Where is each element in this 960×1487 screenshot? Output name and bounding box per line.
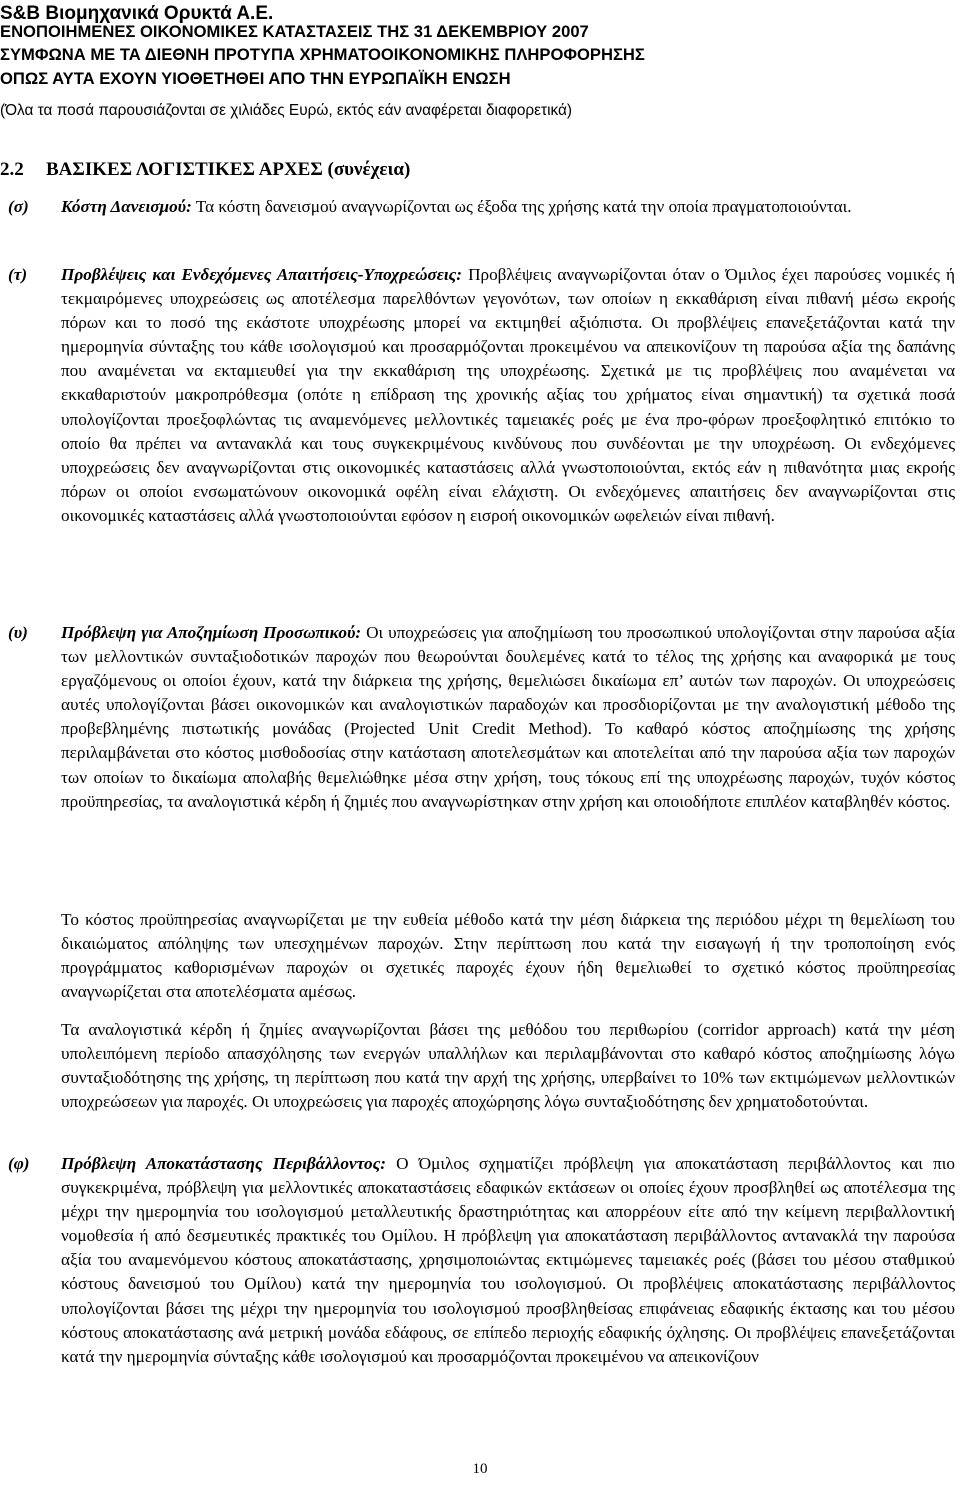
eu-adoption-line: ΟΠΩΣ ΑΥΤΑ ΕΧΟΥΝ ΥΙΟΘΕΤΗΘΕΙ ΑΠΟ ΤΗΝ ΕΥΡΩΠΑΪΚΗ ΕΝΩΣΗ [0, 69, 511, 88]
item-borrowing-costs [61, 195, 955, 219]
section-heading [0, 158, 410, 182]
item-text-t: Προβλέψεις αναγνωρίζονται όταν ο Όμιλος έχει παρούσες νομικές ή τεκμαιρόμενες υποχρεώσεις ως αποτέλεσμα παρελθόντων γεγονότων, των οποίων η εκκαθάριση είναι πιθανή μέσω εκροής πόρων και το ποσό της εκάστοτε υποχρέωσης μπορεί να εκτιμηθεί αξιόπιστα. Οι προβλέψεις επανεξετάζονται κατά την ημερομηνία σύνταξης του κάθε ισολογισμού και προσαρμόζονται προκειμένου να απεικονίζουν τη παρούσα αξία της δαπάνης που αναμένεται να εκταμιευθεί για την εκκαθάριση της υποχρέωσης. Σχετικά με τις προβλέψεις που αναμένεται να εκκαθαριστούν μακροπρόθεσμα (οπότε η επίδραση της χρονικής αξίας του χρήματος είναι σημαντική) τα σχετικά ποσά υπολογίζονται προεξοφλώντας τις αναμενόμενες μελλοντικές ταμειακές ροές με ένα προ-φόρων προεξοφλητικό επιτόκιο το οποίο θα πρέπει να αντανακλά και τους συγκεκριμένους κινδύνους που συνδέονται με την υποχρέωση. Οι ενδεχόμενες υποχρεώσεις δεν αναγνωρίζονται στις οικονομικές καταστάσεις αλλά γνωστοποιούνται, εκτός εάν η πιθανότητα μιας εκροής πόρων οι οποίοι ενσωματώνουν οικονομικά οφέλη είναι ελάχιστη. Οι ενδεχόμενες απαιτήσεις δεν αναγνωρίζονται στις οικονομικές καταστάσεις αλλά γνωστοποιούνται εφόσον η εισροή οικονομικών ωφελειών είναι πιθανή. [61, 265, 955, 525]
item-text-y: Οι υποχρεώσεις για αποζημίωση του προσωπικού υπολογίζονται στην παρούσα αξία των μελλοντικών συνταξιοδοτικών παροχών που θεωρούνται δουλεμένες κατά το τέλος της χρήσης και αναφορικά με τους εργαζόμενους οι οποίοι έχουν, κατά την διάρκεια της χρήσης, θεμελιώσει δικαίωμα επ’ αυτών των παροχών. Οι υποχρεώσεις αυτές υπολογίζονται βάσει οικονομικών και αναλογιστικών παραδοχών και προσδιορίζονται με την αναλογιστική μέθοδο της προβεβλημένης πιστωτικής μονάδας (Projected Unit Credit Method). Το καθαρό κόστος αποζημίωσης της χρήσης περιλαμβάνεται στο κόστος μισθοδοσίας στην κατάσταση αποτελεσμάτων και αποτελείται από την παρούσα αξία των παροχών των οποίων το δικαίωμα απολαβής θεμελιώθηκε μέσα στην χρήση, τους τόκους επί της υποχρέωσης παροχών, τυχόν κόστος προϋπηρεσίας, τα αναλογιστικά κέρδη ή ζημιές που αναγνωρίστηκαν στην χρήση και οποιοδήποτε επιπλέον καταβληθέν κόστος. [61, 623, 956, 811]
item-label-t: (τ) [8, 265, 28, 284]
section-number: 2.2 [0, 159, 24, 180]
item-text-f: Ο Όμιλος σχηματίζει πρόβλεψη για αποκατάσταση περιβάλλοντος και πιο συγκεκριμένα, πρόβλεψη για μελλοντικές αποκαταστάσεις εδαφικών εκτάσεων οι οποίες έχουν προσβληθεί ως αποτέλεσμα της μέχρι την ημερομηνία του ισολογισμού μεταλλευτικής δραστηριότητας και απορρέουν είτε από την κείμενη περιβαλλοντική νομοθεσία ή από δεσμευτικές πρακτικές του Ομίλου. Η πρόβλεψη για αποκατάσταση περιβάλλοντος αντανακλά την παρούσα αξία του αναμενόμενου κόστους αποκατάστασης, χρησιμοποιώντας εκτιμώμενες ταμειακές ροές (βάσει του μέσου σταθμικού κόστους δανεισμού του Ομίλου) κατά την ημερομηνία του ισολογισμού. Οι προβλέψεις αποκατάστασης περιβάλλοντος υπολογίζονται βάσει της μέχρι την ημερομηνία του ισολογισμού προσβληθείσας επιφάνειας εδαφικής έκτασης και του μέσου κόστους αποκατάστασης ανά μετρική μονάδα εδάφους, σε επίπεδο περιοχής εδαφικής όχλησης. Οι προβλέψεις επανεξετάζονται κατά την ημερομηνία σύνταξης κάθε ισολογισμού και προσαρμόζονται προκειμένου να απεικονίζουν [61, 1154, 955, 1366]
item-environmental-restoration [61, 1152, 955, 1369]
item-employee-benefits-para2: Το κόστος προϋπηρεσίας αναγνωρίζεται με την ευθεία μέθοδο κατά την μέση διάρκεια της περιόδου μέχρι τη θεμελίωση του δικαιώματος απόληψης των υπεσχημένων παροχών. Στην περίπτωση που κατά την εισαγωγή ή την τροποποίηση ενός προγράμματος καθορισμένων παροχών οι σχετικές παροχές έχουν ήδη θεμελιωθεί το σχετικό κόστος προϋπηρεσίας αναγνωρίζεται στα αποτελέσματα αμέσως. [61, 910, 955, 1002]
item-label-f: (φ) [8, 1154, 30, 1173]
item-label-y: (υ) [8, 623, 28, 642]
item-heading-s: Κόστη Δανεισμού: [61, 197, 192, 216]
item-provisions [61, 263, 955, 528]
section-title: ΒΑΣΙΚΕΣ ΛΟΓΙΣΤΙΚΕΣ ΑΡΧΕΣ (συνέχεια) [46, 159, 411, 180]
page-number: 10 [472, 1461, 488, 1477]
company-name: S&B Βιομηχανικά Ορυκτά Α.Ε. [0, 3, 274, 24]
item-heading-t: Προβλέψεις και Ενδεχόμενες Απαιτήσεις-Υποχρεώσεις: [61, 265, 463, 284]
item-text-s: Τα κόστη δανεισμού αναγνωρίζονται ως έξοδα της χρήσης κατά την οποία πραγματοποιούνται. [191, 197, 852, 216]
item-heading-f: Πρόβλεψη Αποκατάστασης Περιβάλλοντος: [61, 1154, 387, 1173]
item-employee-benefits-para3: Τα αναλογιστικά κέρδη ή ζημίες αναγνωρίζονται βάσει της μεθόδου του περιθωρίου (corridor approach) κατά την μέση υπολειπόμενη περίοδο απασχόλησης των ενεργών υπαλλήλων και περιλαμβάνονται στο καθαρό κόστος αποζημίωσης λόγω συνταξιοδότησης της χρήσης, τη περίπτωση που κατά την αρχή της χρήσης, υπερβαίνει το 10% των εκτιμώμενων μελλοντικών υποχρεώσεων για παροχές. Οι υποχρεώσεις για παροχές αποχώρησης λόγω συνταξιοδότησης δεν χρηματοδοτούνται. [61, 1020, 955, 1112]
standards-line: ΣΥΜΦΩΝΑ ΜΕ ΤΑ ΔΙΕΘΝΗ ΠΡΟΤΥΠΑ ΧΡΗΜΑΤΟΟΙΚΟΝΟΜΙΚΗΣ ΠΛΗΡΟΦΟΡΗΣΗΣ [0, 45, 645, 64]
item-employee-benefits [61, 621, 955, 814]
currency-note: (Όλα τα ποσά παρουσιάζονται σε χιλιάδες Ευρώ, εκτός εάν αναφέρεται διαφορετικά) [0, 102, 573, 119]
item-heading-y: Πρόβλεψη για Αποζημίωση Προσωπικού: [61, 623, 362, 642]
item-label-s: (σ) [8, 197, 29, 216]
statement-title: ΕΝΟΠΟΙΗΜΕΝΕΣ ΟΙΚΟΝΟΜΙΚΕΣ ΚΑΤΑΣΤΑΣΕΙΣ ΤΗΣ 31 ΔΕΚΕΜΒΡΙΟΥ 2007 [0, 22, 589, 41]
